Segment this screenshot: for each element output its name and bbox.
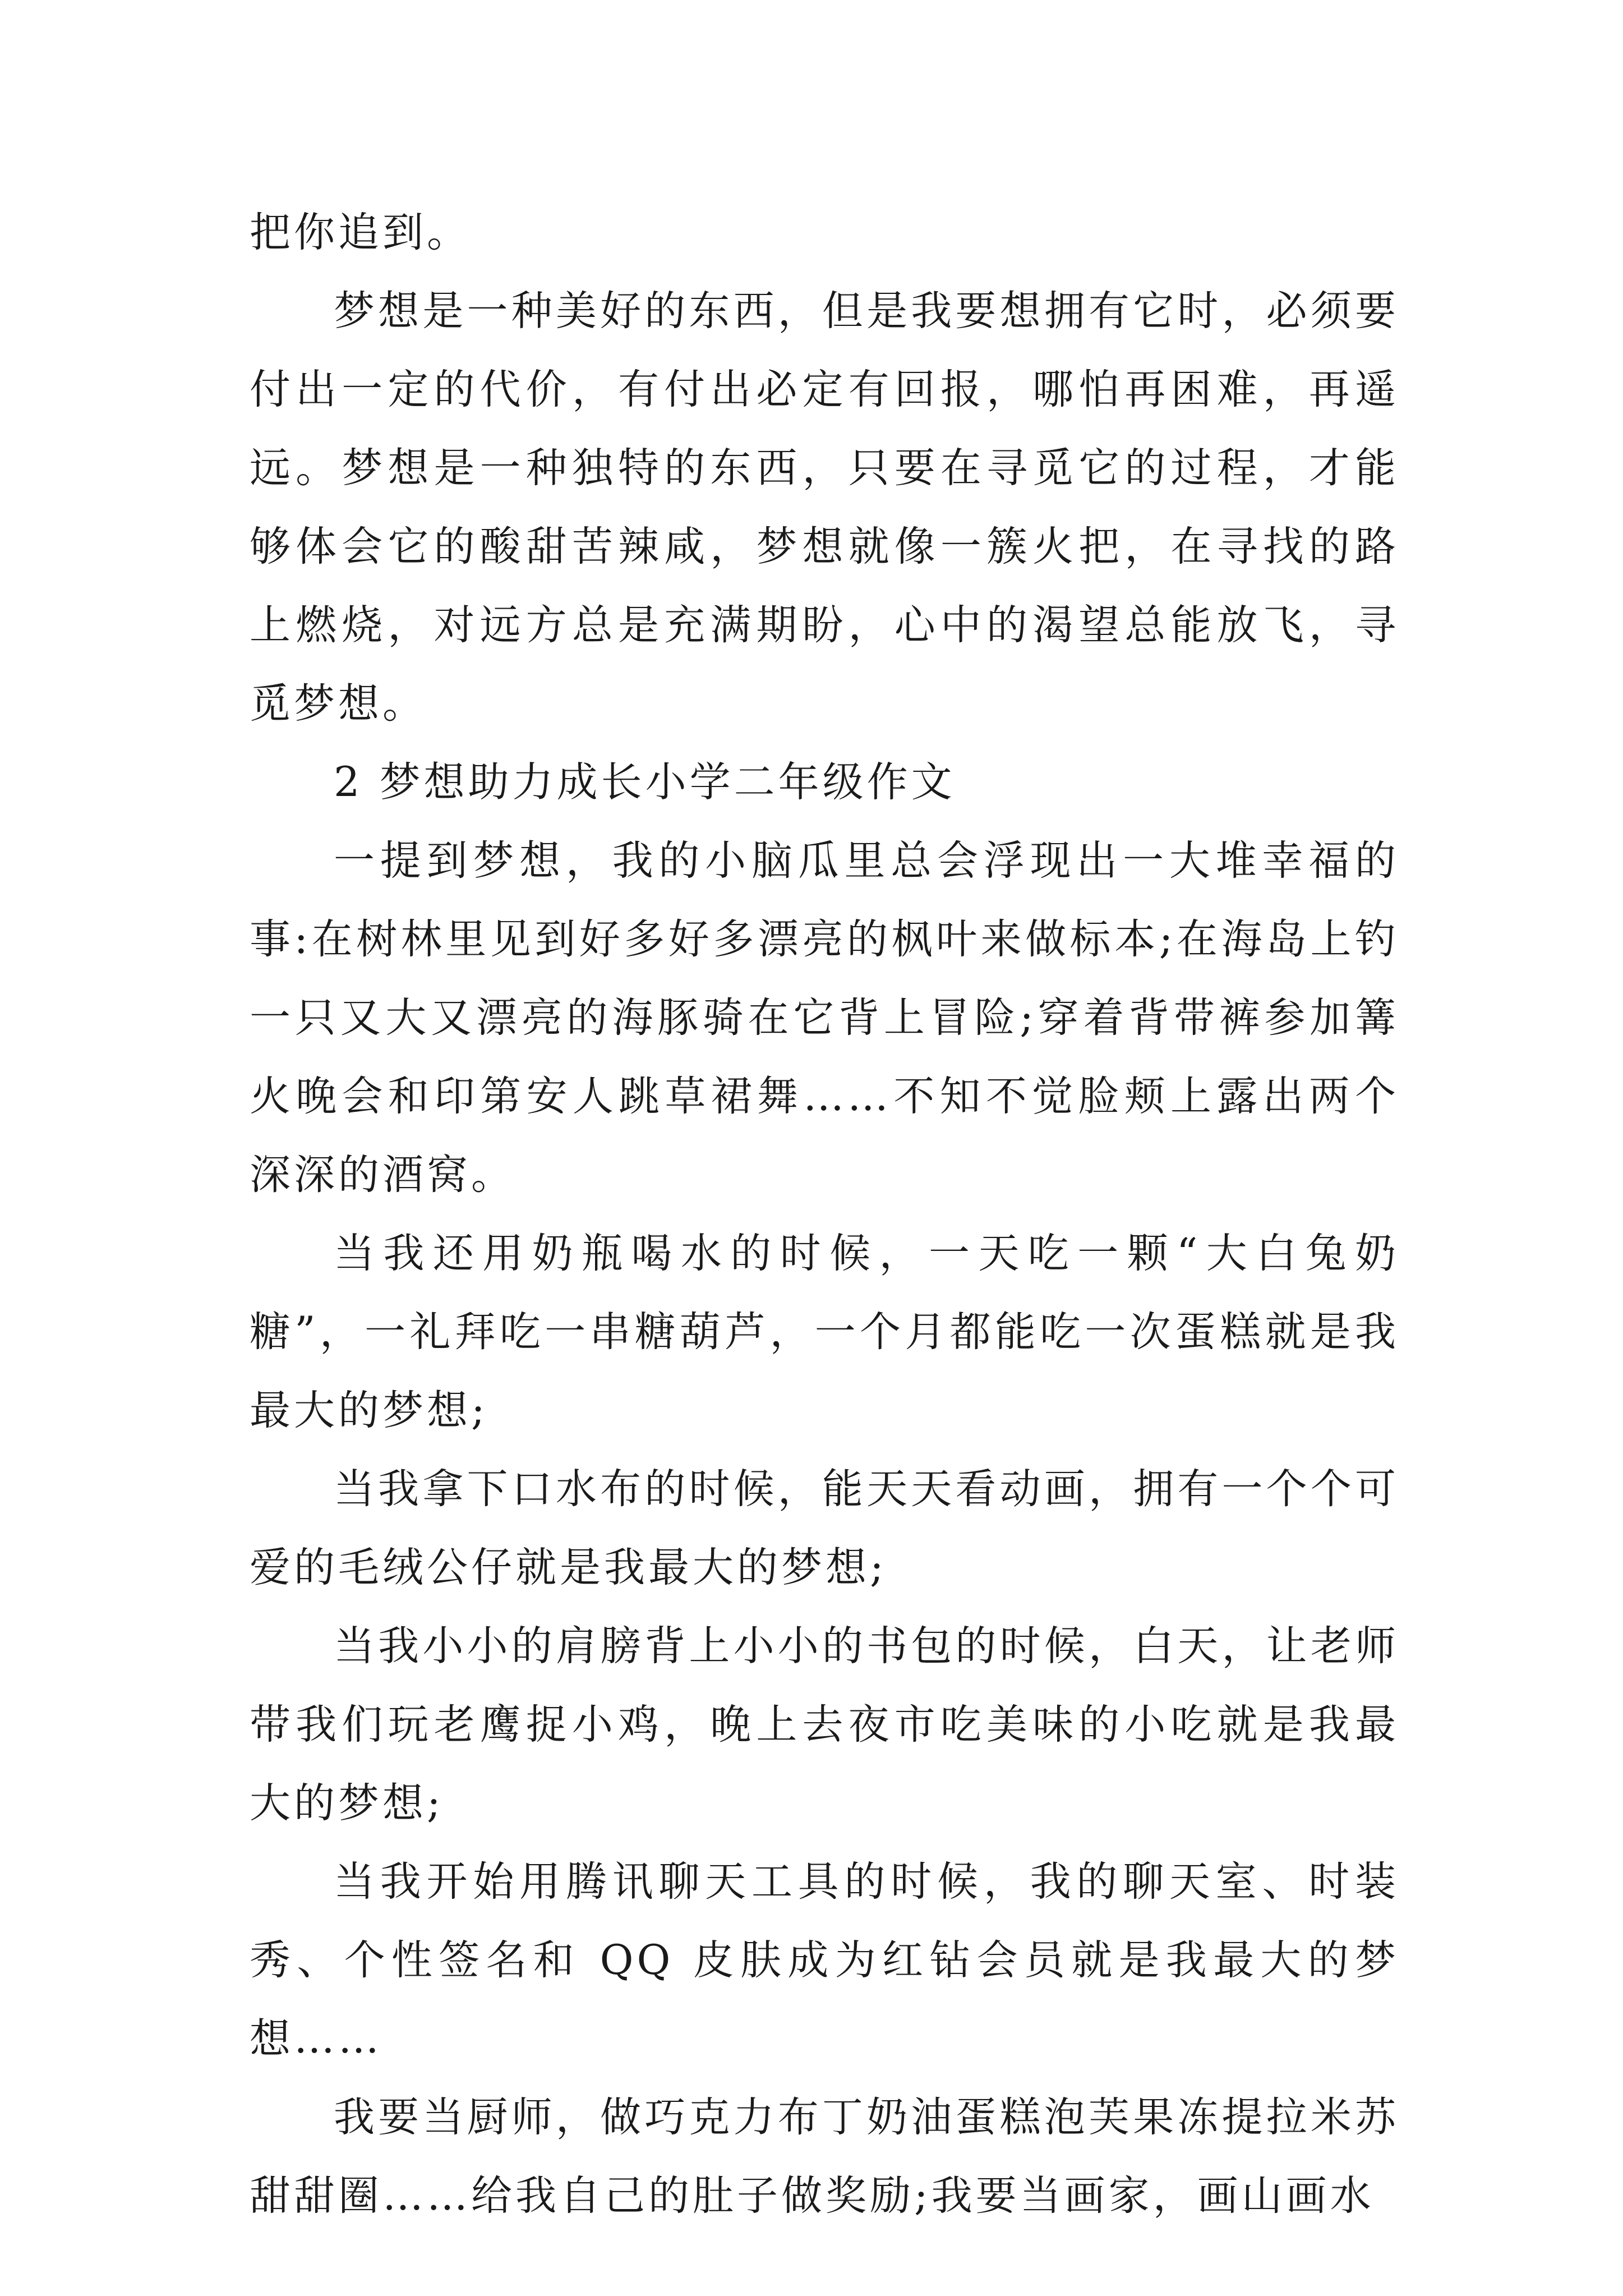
paragraph-1: 把你追到。 — [250, 209, 471, 256]
section-heading: 2 梦想助力成长小学二年级作文 — [334, 758, 956, 806]
paragraph-4: 一提到梦想，我的小脑瓜里总会浮现出一大堆幸福的事:在树林里见到好多好多漂亮的枫叶来做标本;在海岛上钓一只又大又漂亮的海豚骑在它背上冒险;穿着背带裤参加篝火晚会和印第安人跳草裙舞……不知不觉脸颊上露出两个深深的酒窝。 — [250, 837, 1399, 1199]
paragraph-5: 当我还用奶瓶喝水的时候，一天吃一颗“大白兔奶糖”，一礼拜吃一串糖葫芦，一个月都能吃一次蛋糕就是我最大的梦想; — [250, 1230, 1399, 1434]
document-body — [250, 194, 1399, 2235]
paragraph-8: 当我开始用腾讯聊天工具的时候，我的聊天室、时装秀、个性签名和 QQ 皮肤成为红钻会员就是我最大的梦想…… — [250, 1858, 1399, 2063]
paragraph-9: 我要当厨师，做巧克力布丁奶油蛋糕泡芙果冻提拉米苏甜甜圈……给我自己的肚子做奖励;我要当画家，画山画水 — [250, 2093, 1399, 2220]
paragraph-6: 当我拿下口水布的时候，能天天看动画，拥有一个个可爱的毛绒公仔就是我最大的梦想; — [250, 1465, 1399, 1591]
paragraph-2: 梦想是一种美好的东西，但是我要想拥有它时，必须要付出一定的代价，有付出必定有回报，哪怕再困难，再遥远。梦想是一种独特的东西，只要在寻觅它的过程，才能够体会它的酸甜苦辣咸，梦想就像一簇火把，在寻找的路上燃烧，对远方总是充满期盼，心中的渴望总能放飞，寻觅梦想。 — [250, 287, 1399, 728]
paragraph-7: 当我小小的肩膀背上小小的书包的时候，白天，让老师带我们玩老鹰捉小鸡，晚上去夜市吃美味的小吃就是我最大的梦想; — [250, 1622, 1399, 1827]
